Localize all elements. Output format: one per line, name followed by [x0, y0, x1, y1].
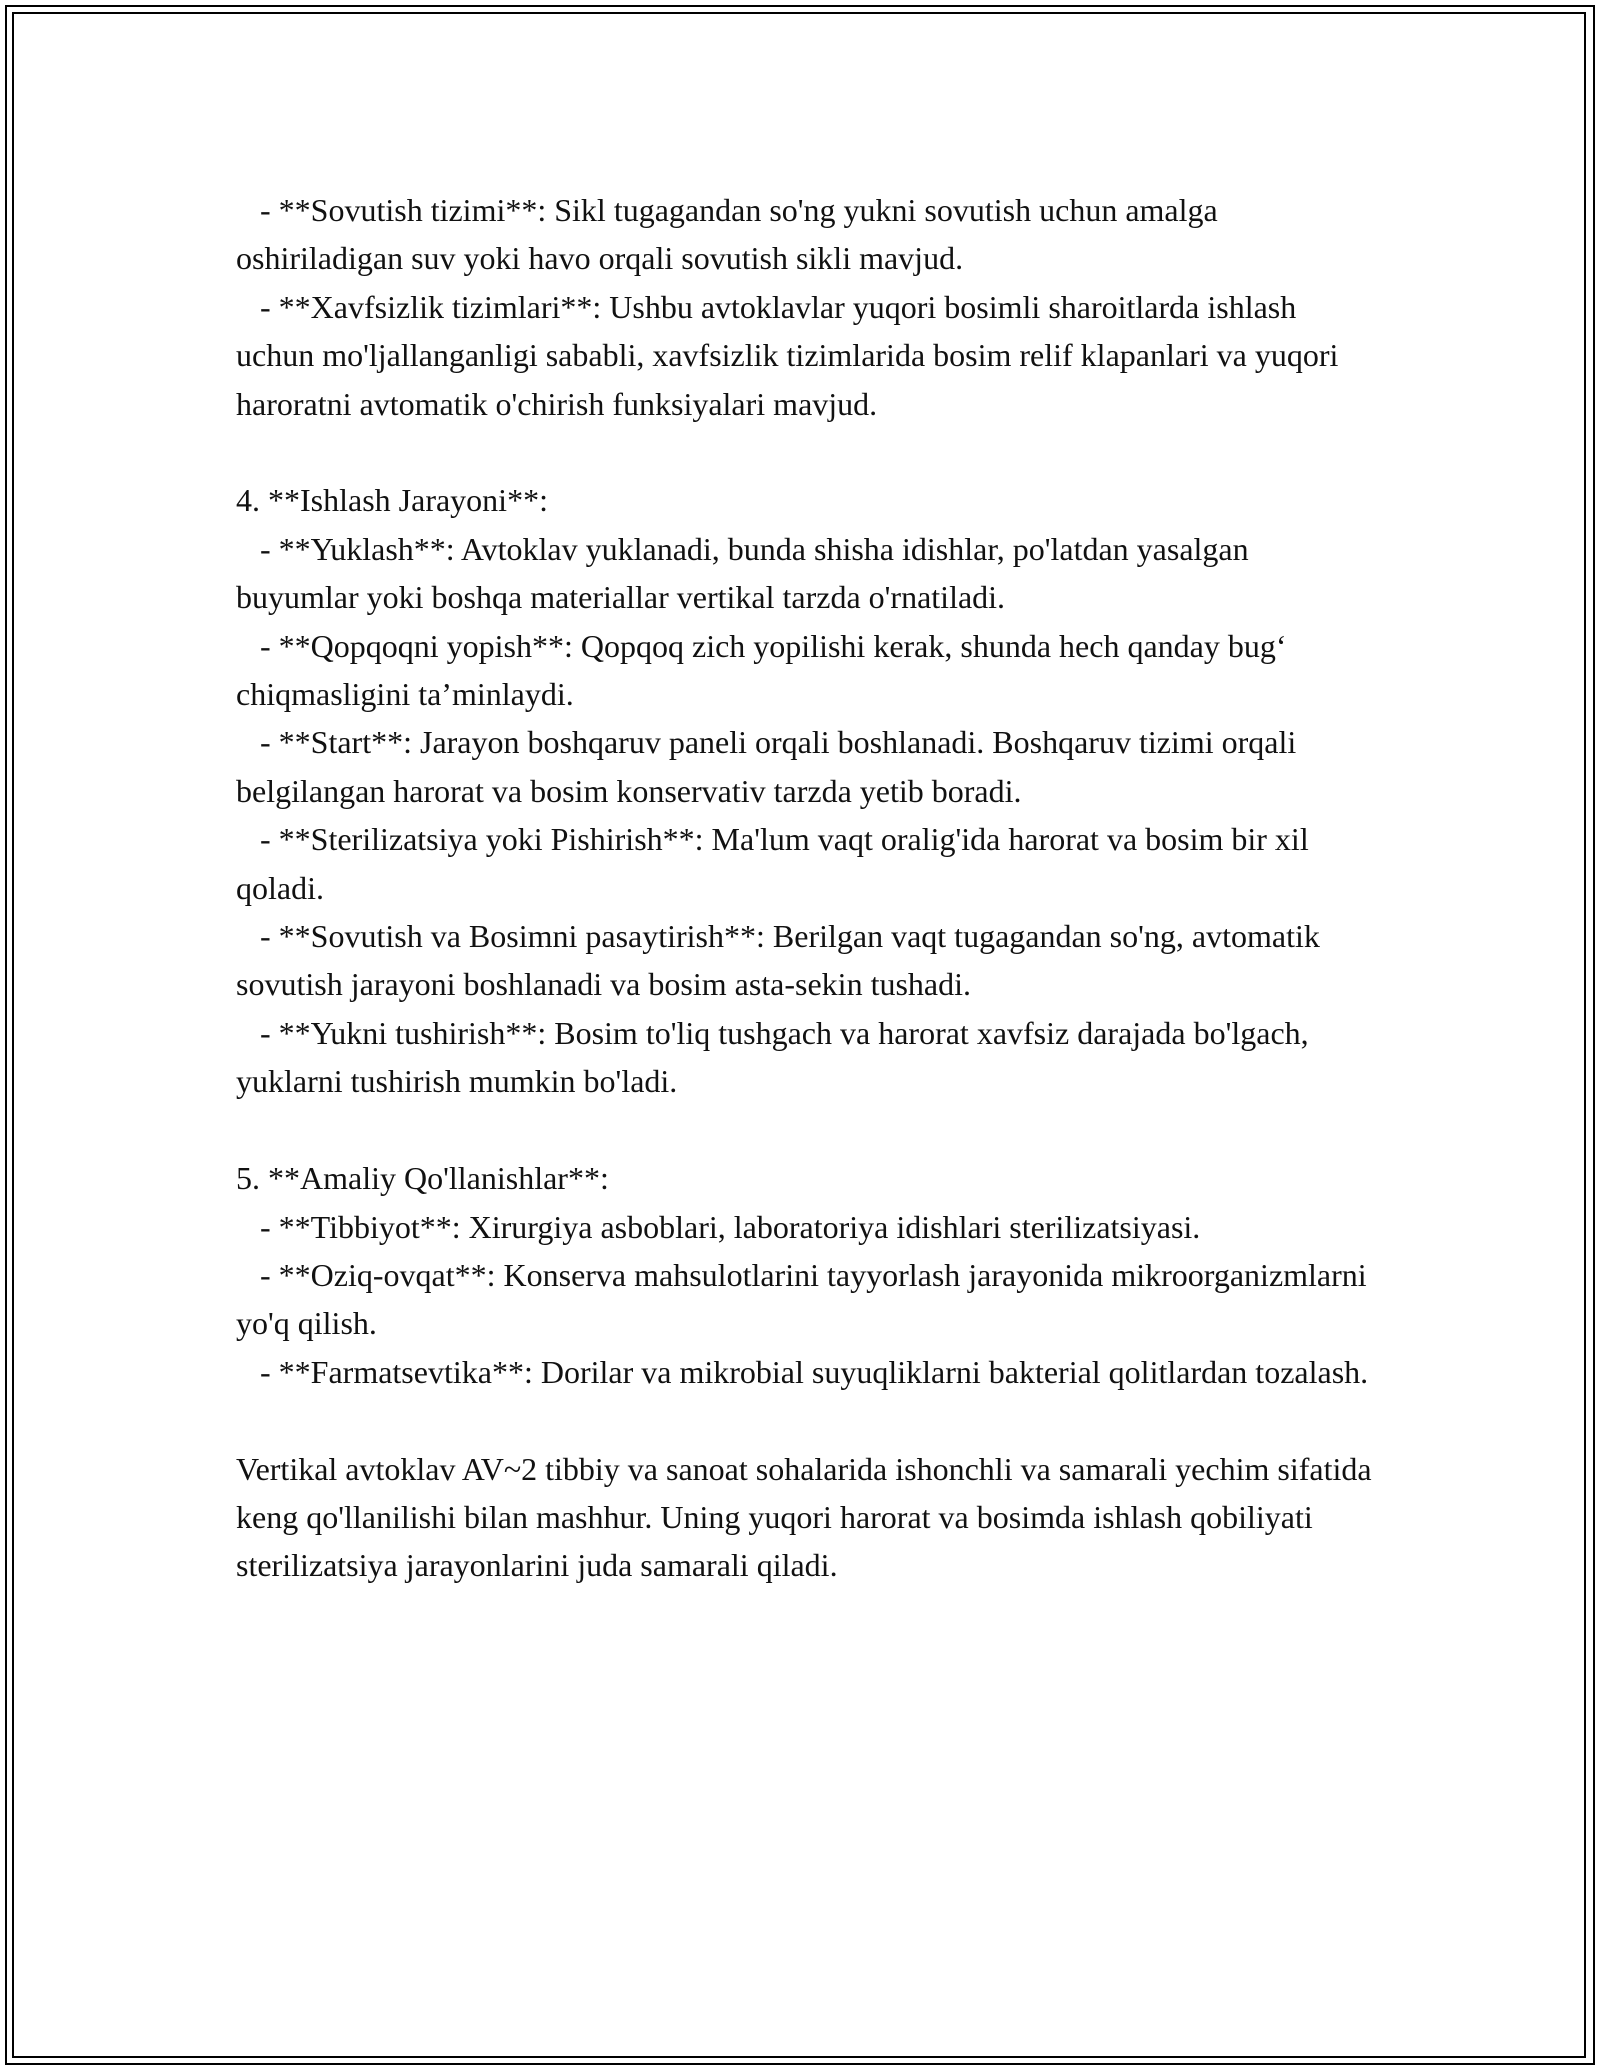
- bullet-medicine: - **Tibbiyot**: Xirurgiya asboblari, laboratoriya idishlari sterilizatsiyasi.: [236, 1208, 1201, 1245]
- bullet-food: - **Oziq-ovqat**: Konserva mahsulotlarini tayyorlash jarayonida mikroorganizmlarni yo'q qilish.: [236, 1256, 1375, 1342]
- bullet-sterilization: - **Sterilizatsiya yoki Pishirish**: Ma'lum vaqt oralig'ida harorat va bosim bir xil qoladi.: [236, 821, 1317, 906]
- document-body: [236, 186, 1376, 1590]
- paragraph-gap: [236, 1106, 1376, 1154]
- paragraph-gap: [236, 428, 1376, 476]
- section-heading-operation: 4. **Ishlash Jarayoni**:: [236, 482, 548, 519]
- bullet-pharmaceutics: - **Farmatsevtika**: Dorilar va mikrobial suyuqliklarni bakterial qolitlardan tozalash.: [236, 1353, 1369, 1390]
- conclusion-paragraph: Vertikal avtoklav AV~2 tibbiy va sanoat sohalarida ishonchli va samarali yechim sifatida keng qo'llanilishi bilan mashhur. Uning yuqori harorat va bosimda ishlash qobiliyati sterilizatsiya jarayonlarini juda samarali qiladi.: [236, 1450, 1372, 1584]
- bullet-loading: - **Yuklash**: Avtoklav yuklanadi, bunda shisha idishlar, po'latdan yasalgan buyumlar yoki boshqa materiallar vertikal tarzda o'rnatiladi.: [236, 530, 1257, 616]
- section-heading-applications: 5. **Amaliy Qo'llanishlar**:: [236, 1160, 609, 1197]
- bullet-start: - **Start**: Jarayon boshqaruv paneli orqali boshlanadi. Boshqaruv tizimi orqali belgilangan harorat va bosim konservativ tarzda yetib boradi.: [236, 724, 1305, 809]
- bullet-unloading: - **Yukni tushirish**: Bosim to'liq tushgach va harorat xavfsiz darajada bo'lgach, yuklarni tushirish mumkin bo'ladi.: [236, 1014, 1317, 1100]
- paragraph-gap: [236, 1396, 1376, 1444]
- bullet-cooling-system: - **Sovutish tizimi**: Sikl tugagandan so'ng yukni sovutish uchun amalga oshiriladigan suv yoki havo orqali sovutish sikli mavjud.: [236, 192, 1226, 277]
- bullet-cooling-depressurization: - **Sovutish va Bosimni pasaytirish**: Berilgan vaqt tugagandan so'ng, avtomatik sovutish jarayoni boshlanadi va bosim asta-sekin tushadi.: [236, 918, 1328, 1003]
- bullet-safety-systems: - **Xavfsizlik tizimlari**: Ushbu avtoklavlar yuqori bosimli sharoitlarda ishlash uchun mo'ljallanganligi sababli, xavfsizlik tizimlarida bosim relif klapanlari va yuqori haroratni avtomatik o'chirish funksiyalari mavjud.: [236, 288, 1347, 422]
- bullet-lid-closing: - **Qopqoqni yopish**: Qopqoq zich yopilishi kerak, shunda hech qanday bug‘ chiqmasligini ta’minlaydi.: [236, 627, 1295, 713]
